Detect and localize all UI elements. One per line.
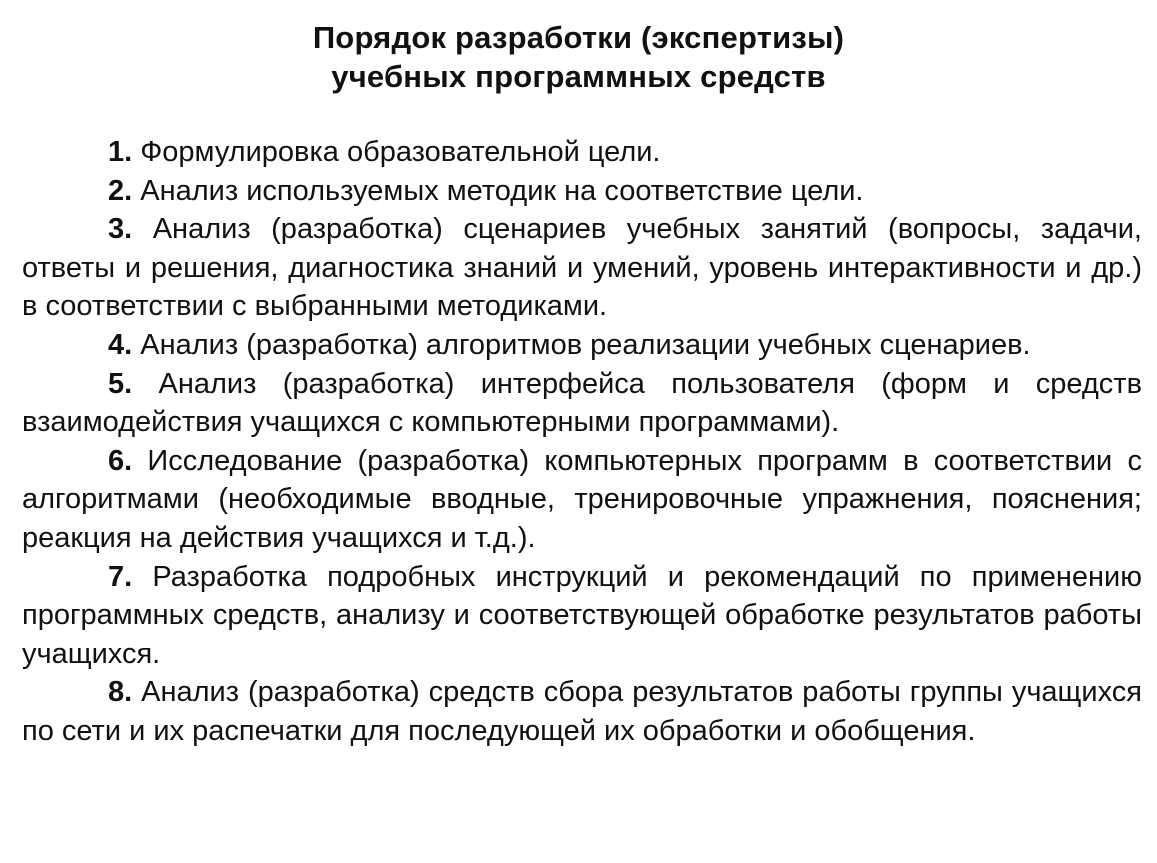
- step-item: [22, 365, 1142, 442]
- step-item: [22, 210, 1142, 326]
- step-number: 2.: [108, 174, 133, 207]
- step-number: 4.: [108, 328, 133, 361]
- step-text: Анализ (разработка) сценариев учебных занятий (вопросы, задачи, ответы и решения, диагностика знаний и умений, уровень интерактивности и др.) в соответствии с выбранными методиками.: [22, 213, 1142, 323]
- step-item: [22, 326, 1142, 365]
- step-text: Анализ (разработка) интерфейса пользователя (форм и средств взаимодействия учащихся с компьютерными программами).: [22, 367, 1142, 439]
- step-item: [22, 133, 1142, 172]
- step-number: 7.: [108, 560, 133, 593]
- step-number: 5.: [108, 367, 133, 400]
- step-text: Формулировка образовательной цели.: [140, 136, 661, 168]
- title-line-1: Порядок разработки (экспертизы): [312, 20, 845, 55]
- steps-list: [22, 133, 1142, 751]
- step-item: [22, 558, 1142, 674]
- page-title: [0, 18, 1157, 96]
- step-text: Анализ (разработка) средств сбора результатов работы группы учащихся по сети и их распечатки для последующей их обработки и обобщения.: [22, 676, 1142, 747]
- step-number: 1.: [108, 136, 133, 168]
- step-text: Исследование (разработка) компьютерных программ в соответствии с алгоритмами (необходимые вводные, тренировочные упражнения, пояснения; реакция на действия учащихся и т.д.).: [22, 444, 1142, 554]
- step-text: Разработка подробных инструкций и рекомендаций по применению программных средств, анализу и соответствующей обработке результатов работы учащихся.: [22, 560, 1143, 670]
- step-item: [22, 673, 1142, 750]
- step-number: 6.: [108, 444, 133, 477]
- step-text: Анализ используемых методик на соответствие цели.: [140, 174, 864, 207]
- step-number: 3.: [108, 213, 133, 246]
- step-text: Анализ (разработка) алгоритмов реализации учебных сценариев.: [140, 328, 1031, 361]
- title-line-2: учебных программных средств: [331, 59, 826, 94]
- step-item: [22, 442, 1142, 558]
- step-item: [22, 172, 1142, 211]
- step-number: 8.: [108, 676, 133, 709]
